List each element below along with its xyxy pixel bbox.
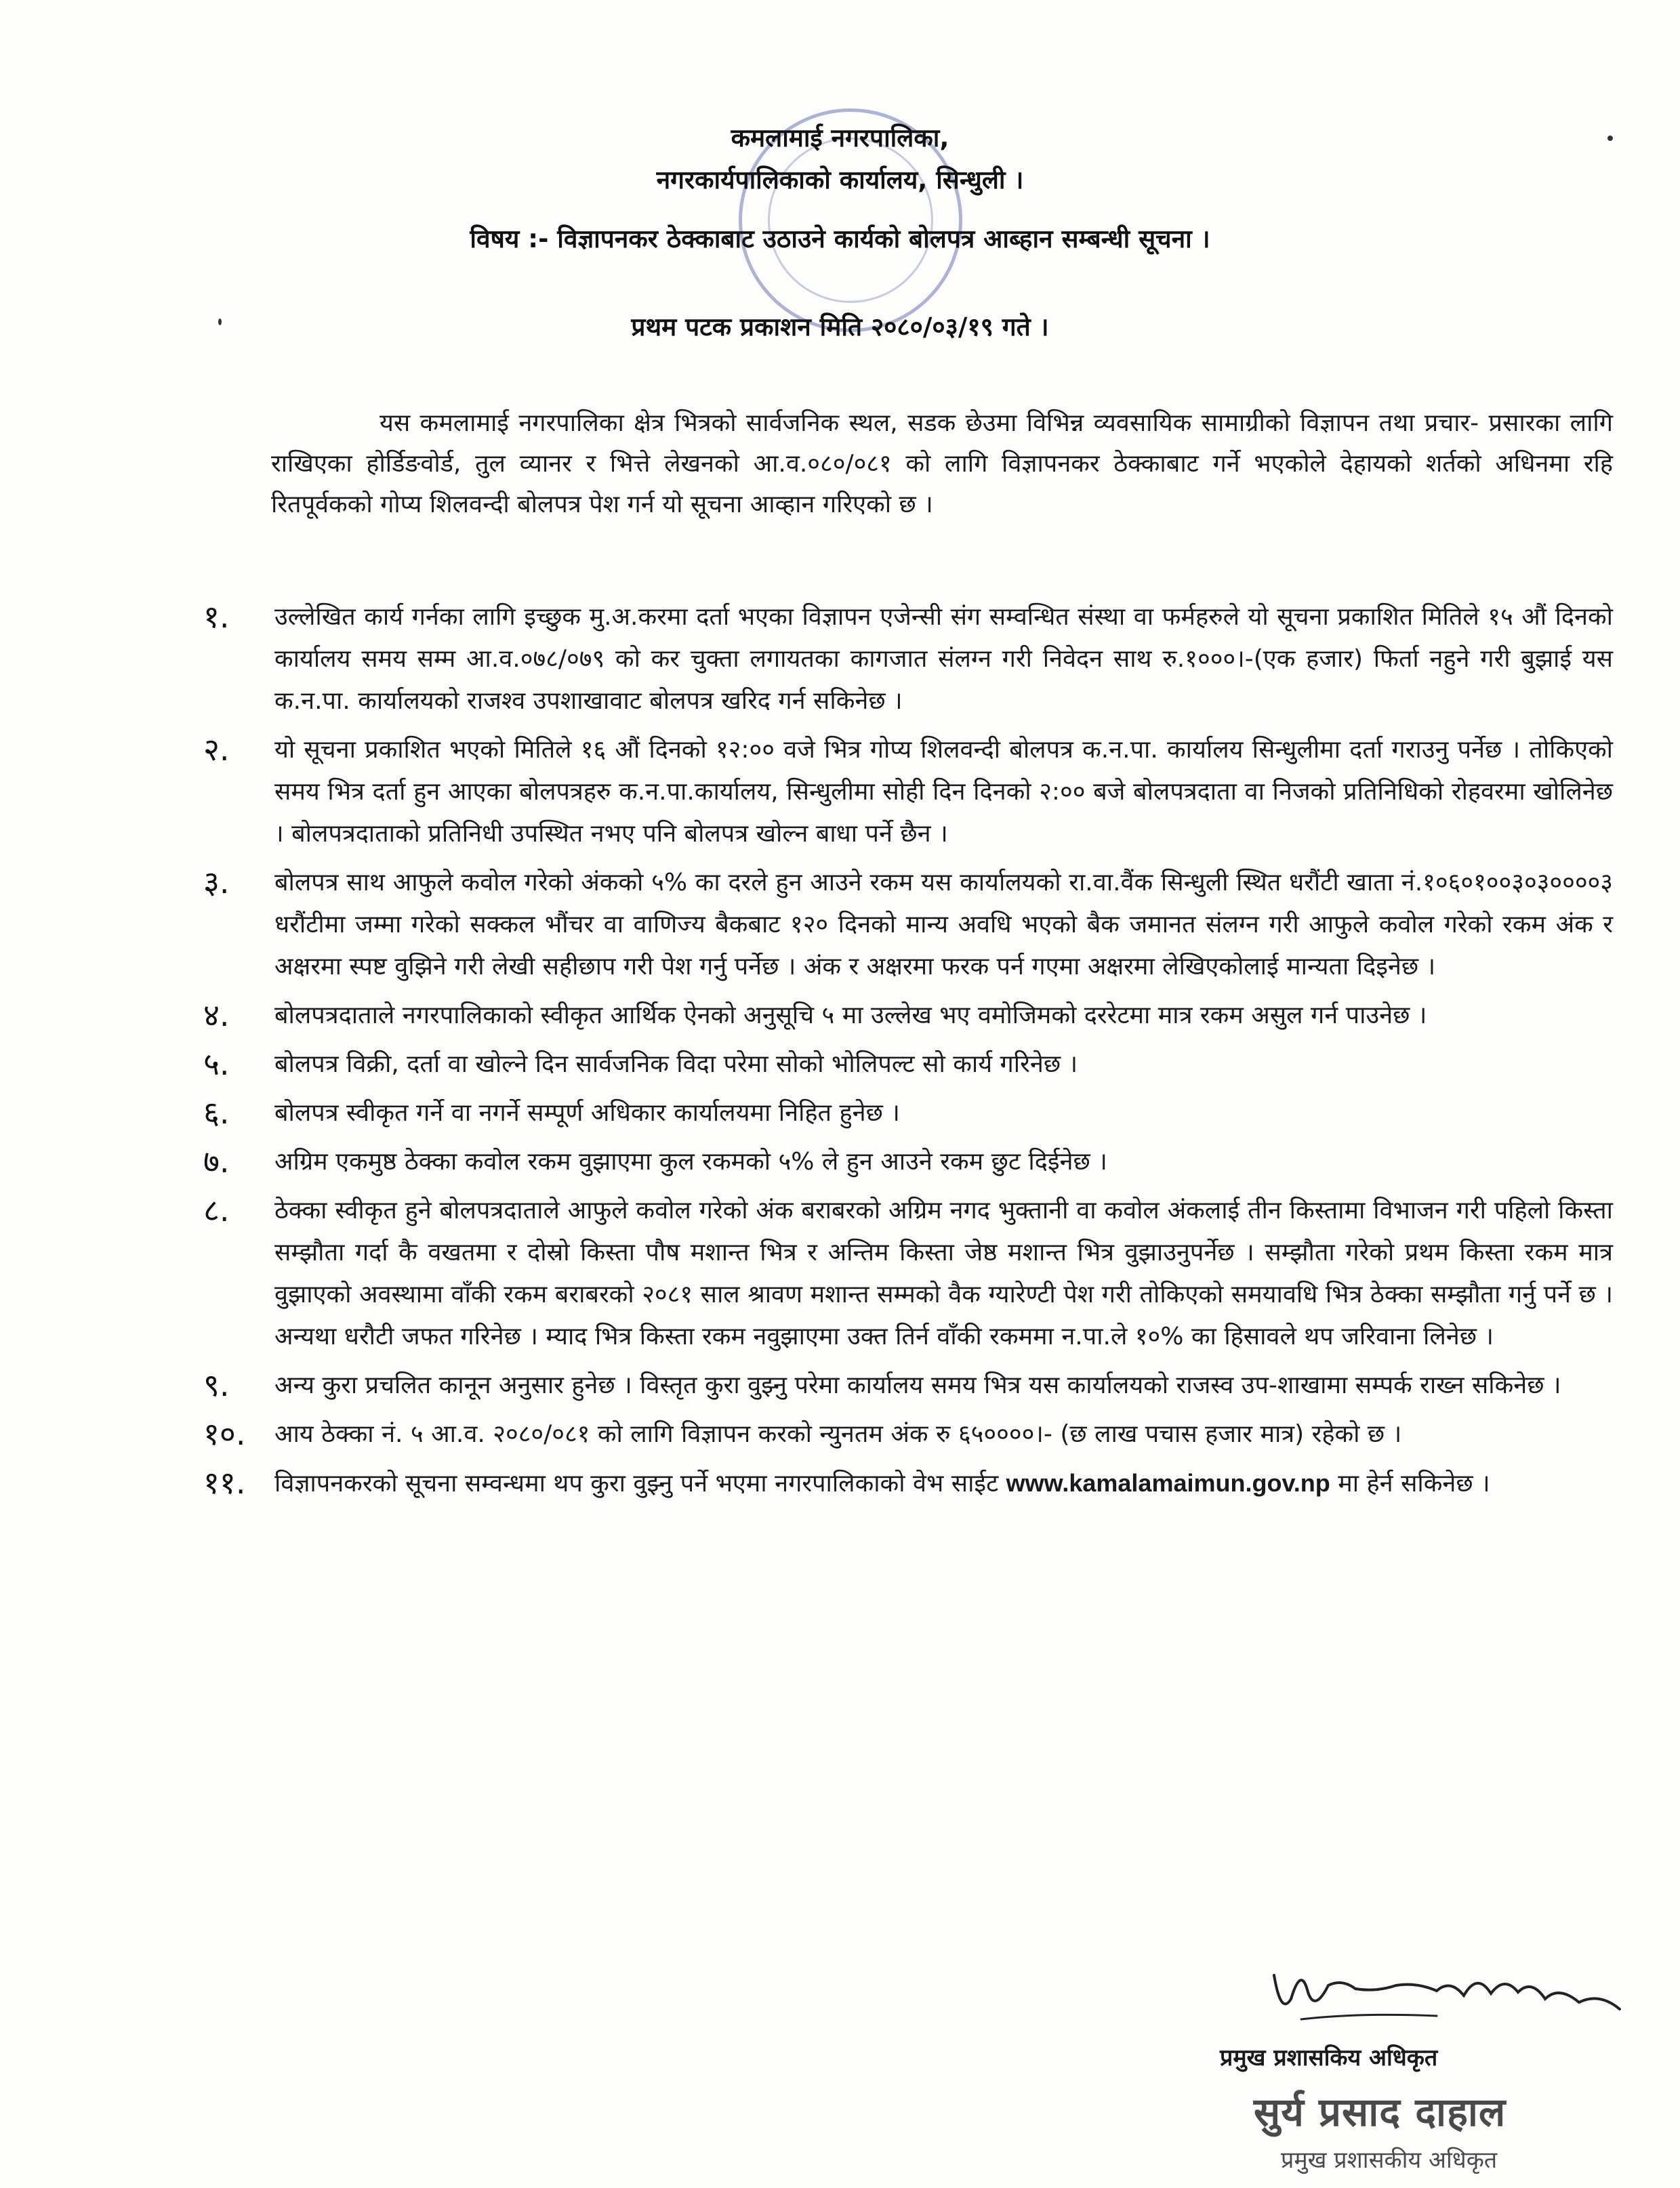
item-number: ६.	[203, 1094, 230, 1131]
item-text: ठेक्का स्वीकृत हुने बोलपत्रदाताले आफुले कवोल गरेको अंक बराबरको अग्रिम नगद भुक्तानी वा कवोल अंकलाई तीन किस्तामा विभाजन गरी पहिलो किस्ता सम्झौता गर्दा कै वखतमा र दोस्रो किस्ता पौष मशान्त भित्र र अन्तिम किस्ता जेष्ठ मशान्त भित्र वुझाउनुपर्नेछ । सम्झौता गरेको प्रथम किस्ता रकम मात्र वुझाएको अवस्थामा वाँकी रकम बराबरको २०८१ साल श्रावण मशान्त सम्मको वैक ग्यारेण्टी पेश गरी तोकिएको समयावधि भित्र ठेक्का सम्झौता गर्नु पर्ने छ । अन्यथा धरौटी जफत गरिनेछ । म्याद भित्र किस्ता रकम नवुझाएमा उक्त तिर्न वाँकी रकममा न.पा.ले १०% का हिसावले थप जरिवाना लिनेछ ।	[274, 1197, 1613, 1350]
item-text: बोलपत्रदाताले नगरपालिकाको स्वीकृत आर्थिक ऐनको अनुसूचि ५ मा उल्लेख भए वमोजिमको दररेटमा मात्र रकम असुल गर्न पाउनेछ ।	[274, 1002, 1427, 1029]
item-number: १०.	[203, 1416, 246, 1452]
list-item	[0, 1190, 1680, 1358]
list-item	[0, 1365, 1680, 1407]
list-item	[0, 1413, 1680, 1456]
list-item	[0, 1141, 1680, 1183]
scan-speck	[1607, 136, 1613, 141]
list-item	[0, 1044, 1680, 1086]
item-number: ५.	[203, 1046, 230, 1082]
item-text: अन्य कुरा प्रचलित कानून अनुसार हुनेछ । विस्तृत कुरा वुझ्नु परेमा कार्यालय समय भित्र यस कार्यालयको राजस्व उप-शाखामा सम्पर्क राख्न सकिनेछ ।	[274, 1371, 1561, 1399]
handwritten-signature	[1261, 1952, 1626, 2026]
signatory-role-stamp: प्रमुख प्रशासकीय अधिकृत	[1281, 2147, 1498, 2174]
intro-paragraph: यस कमलामाई नगरपालिका क्षेत्र भित्रको सार्वजनिक स्थल, सडक छेउमा विभिन्न व्यवसायिक सामाग्रीको विज्ञापन तथा प्रचार- प्रसारका लागि राखिएका होर्डिङवोर्ड, तुल व्यानर र भित्ते लेखनको आ.व.०८०/०८१ को लागि विज्ञापनकर ठेक्काबाट गर्ने भएकोले देहायको शर्तको अधिनमा रहि रितपूर्वकको गोप्य शिलवन्दी बोलपत्र पेश गर्न यो सूचना आव्हान गरिएको छ ।	[271, 409, 1613, 518]
item-text: बोलपत्र साथ आफुले कवोल गरेको अंकको ५% का दरले हुन आउने रकम यस कार्यालयको रा.वा.वैंक सिन्धुली स्थित धरौंटी खाता नं.१०६०१००३०३००००३ धरौंटीमा जम्मा गरेको सक्कल भौंचर वा वाणिज्य बैकबाट १२० दिनको मान्य अवधि भएको बैक जमानत संलग्न गरी आफुले कवोल गरेको रकम अंक र अक्षरमा स्पष्ट वुझिने गरी लेखी सहीछाप गरी पेश गर्नु पर्नेछ । अंक र अक्षरमा फरक पर्न गएमा अक्षरमा लेखिएकोलाई मान्यता दिइनेछ ।	[274, 869, 1613, 981]
item-number: ११.	[203, 1464, 246, 1501]
conditions-list	[0, 596, 1680, 1512]
list-item	[0, 729, 1680, 855]
notice-subject: विषय :- विज्ञापनकर ठेक्काबाट उठाउने कार्यको बोलपत्र आब्हान सम्बन्धी सूचना ।	[470, 224, 1210, 253]
signatory-title: प्रमुख प्रशासकिय अधिकृत	[1220, 2044, 1438, 2071]
municipality-name: कमलामाई नगरपालिका,	[731, 123, 949, 152]
item-text: बोलपत्र विक्री, दर्ता वा खोल्ने दिन सार्वजनिक विदा परेमा सोको भोलिपल्ट सो कार्य गरिनेछ ।	[274, 1050, 1078, 1078]
item-number: २.	[203, 731, 230, 768]
list-item	[0, 862, 1680, 988]
item-number: ९.	[203, 1367, 230, 1403]
list-item	[0, 995, 1680, 1037]
list-item	[0, 1462, 1680, 1505]
item-text-after-url: मा हेर्न सकिनेछ ।	[1338, 1470, 1490, 1498]
item-text	[274, 1462, 1613, 1505]
scan-speck	[218, 318, 222, 325]
item-text: उल्लेखित कार्य गर्नका लागि इच्छुक मु.अ.करमा दर्ता भएका विज्ञापन एजेन्सी संग सम्वन्धित संस्था वा फर्महरुले यो सूचना प्रकाशित मितिले १५ औं दिनको कार्यालय समय सम्म आ.व.०७८/०७९ को कर चुक्ता लगायतका कागजात संलग्न गरी निवेदन साथ रु.१०००।-(एक हजार) फिर्ता नहुने गरी बुझाई यस क.न.पा. कार्यालयको राजश्व उपशाखावाट बोलपत्र खरिद गर्न सकिनेछ ।	[274, 603, 1613, 715]
item-number: ७.	[203, 1143, 230, 1180]
item-number: ८.	[203, 1192, 230, 1229]
item-text-before-url: विज्ञापनकरको सूचना सम्वन्धमा थप कुरा वुझ्नु पर्ने भएमा नगरपालिकाको वेभ साईट	[274, 1470, 999, 1498]
list-item	[0, 1092, 1680, 1134]
item-text: अग्रिम एकमुष्ठ ठेक्का कवोल रकम वुझाएमा कुल रकमको ५% ले हुन आउने रकम छुट दिईनेछ ।	[274, 1148, 1107, 1176]
website-link[interactable]: www.kamalamaimun.gov.np	[1006, 1469, 1330, 1497]
item-text: बोलपत्र स्वीकृत गर्ने वा नगर्ने सम्पूर्ण अधिकार कार्यालयमा निहित हुनेछ ।	[274, 1099, 900, 1127]
item-text: आय ठेक्का नं. ५ आ.व. २०८०/०८१ को लागि विज्ञापन करको न्युनतम अंक रु ६५००००।- (छ लाख पचास हजार मात्र) रहेको छ ।	[274, 1420, 1402, 1448]
list-item	[0, 596, 1680, 722]
office-name: नगरकार्यपालिकाको कार्यालय, सिन्धुली ।	[656, 165, 1024, 194]
item-text: यो सूचना प्रकाशित भएको मितिले १६ औं दिनको १२:०० वजे भित्र गोप्य शिलवन्दी बोलपत्र क.न.पा. कार्यालय सिन्धुलीमा दर्ता गराउनु पर्नेछ । तोकिएको समय भित्र दर्ता हुन आएका बोलपत्रहरु क.न.पा.कार्यालय, सिन्धुलीमा सोही दिन दिनको २:०० बजे बोलपत्रदाता वा निजको प्रतिनिधिको रोहवरमा खोलिनेछ । बोलपत्रदाताको प्रतिनिधी उपस्थित नभए पनि बोलपत्र खोल्न बाधा पर्ने छैन ।	[274, 736, 1613, 848]
item-number: १.	[203, 598, 230, 635]
signatory-name-stamp: सुर्य प्रसाद दाहाल	[1254, 2089, 1507, 2135]
publication-date: प्रथम पटक प्रकाशन मिति २०८०/०३/१९ गते ।	[631, 312, 1049, 342]
item-number: ४.	[203, 997, 230, 1033]
item-number: ३.	[203, 864, 230, 901]
